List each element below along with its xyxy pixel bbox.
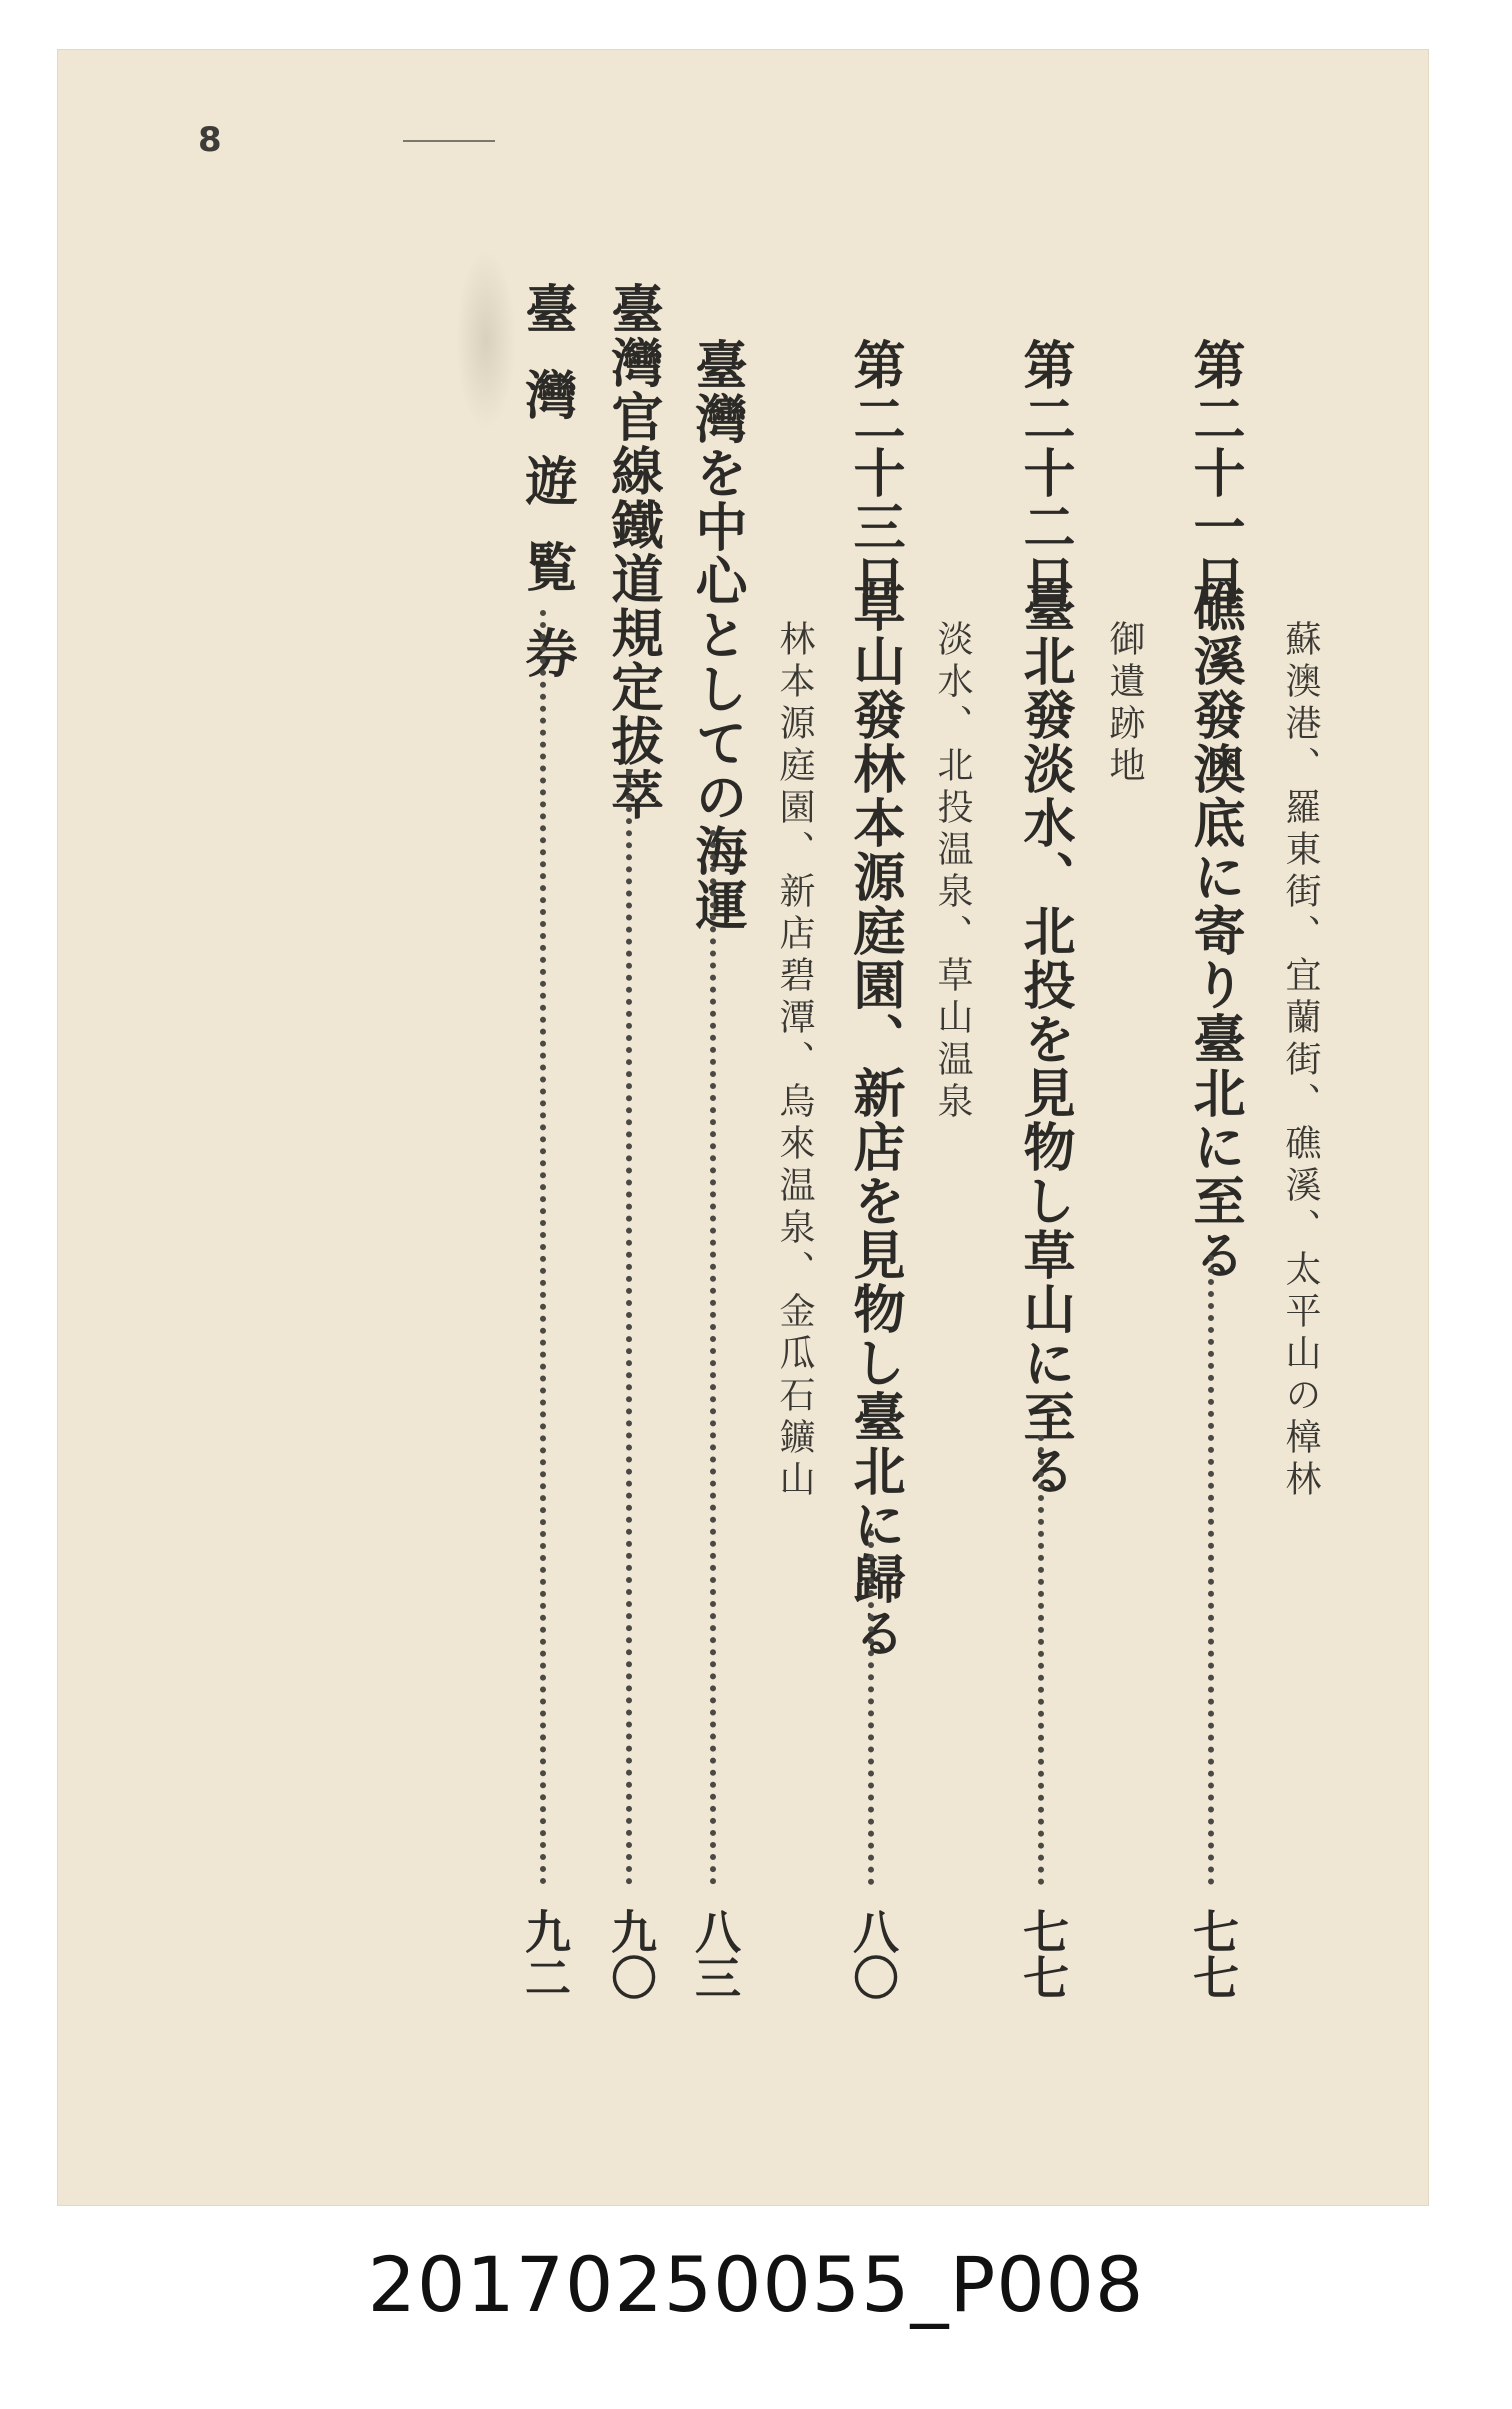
toc-tickets-leader	[540, 610, 546, 1885]
toc-railway-leader	[626, 770, 632, 1885]
toc-entry-21-page: 七七	[1186, 1908, 1240, 2000]
toc-entry-23-page: 八〇	[846, 1908, 900, 2000]
toc-entry-23-day: 第二十三日	[844, 338, 904, 608]
toc-entry-21-title: 礁溪發澳底に寄り臺北に至る	[1184, 580, 1244, 1282]
toc-entry-23-detail: 林本源庭園、新店碧潭、烏來温泉、金瓜石鑛山	[774, 620, 815, 1502]
toc-entry-21-detail: 蘇澳港、羅東街、宜蘭街、礁溪、太平山の樟林	[1280, 620, 1321, 1502]
toc-entry-21-detail-2: 御遺跡地	[1104, 620, 1145, 788]
toc-entry-22-detail: 淡水、北投温泉、草山温泉	[932, 620, 973, 1124]
toc-shipping-title: 臺灣を中心としての海運	[686, 338, 746, 932]
toc-entry-23-title: 草山發林本源庭園、新店を見物し臺北に歸る	[844, 580, 904, 1660]
toc-railway-page: 九〇	[604, 1908, 658, 2000]
paper-stain	[456, 250, 516, 430]
toc-tickets-title: 臺灣遊覧券	[516, 282, 576, 712]
toc-entry-21-day: 第二十一日	[1184, 338, 1244, 608]
toc-entry-22-page: 七七	[1016, 1908, 1070, 2000]
archive-caption: 20170250055_P008	[367, 2240, 1145, 2329]
toc-entry-21-leader	[1208, 1255, 1214, 1885]
toc-entry-22-leader	[1038, 1435, 1044, 1885]
toc-shipping-page: 八三	[688, 1908, 742, 2000]
toc-tickets-page: 九二	[518, 1908, 572, 2000]
toc-railway-title: 臺灣官線鐵道規定拔萃	[602, 282, 662, 822]
toc-entry-22-title: 臺北發淡水、北投を見物し草山に至る	[1014, 580, 1074, 1498]
toc-entry-22-day: 第二十二日	[1014, 338, 1074, 608]
page-number-marker: 8	[198, 120, 222, 160]
toc-entry-23-leader	[868, 1530, 874, 1885]
header-rule	[403, 140, 495, 142]
document-page	[58, 50, 1428, 2205]
toc-shipping-leader	[710, 830, 716, 1885]
